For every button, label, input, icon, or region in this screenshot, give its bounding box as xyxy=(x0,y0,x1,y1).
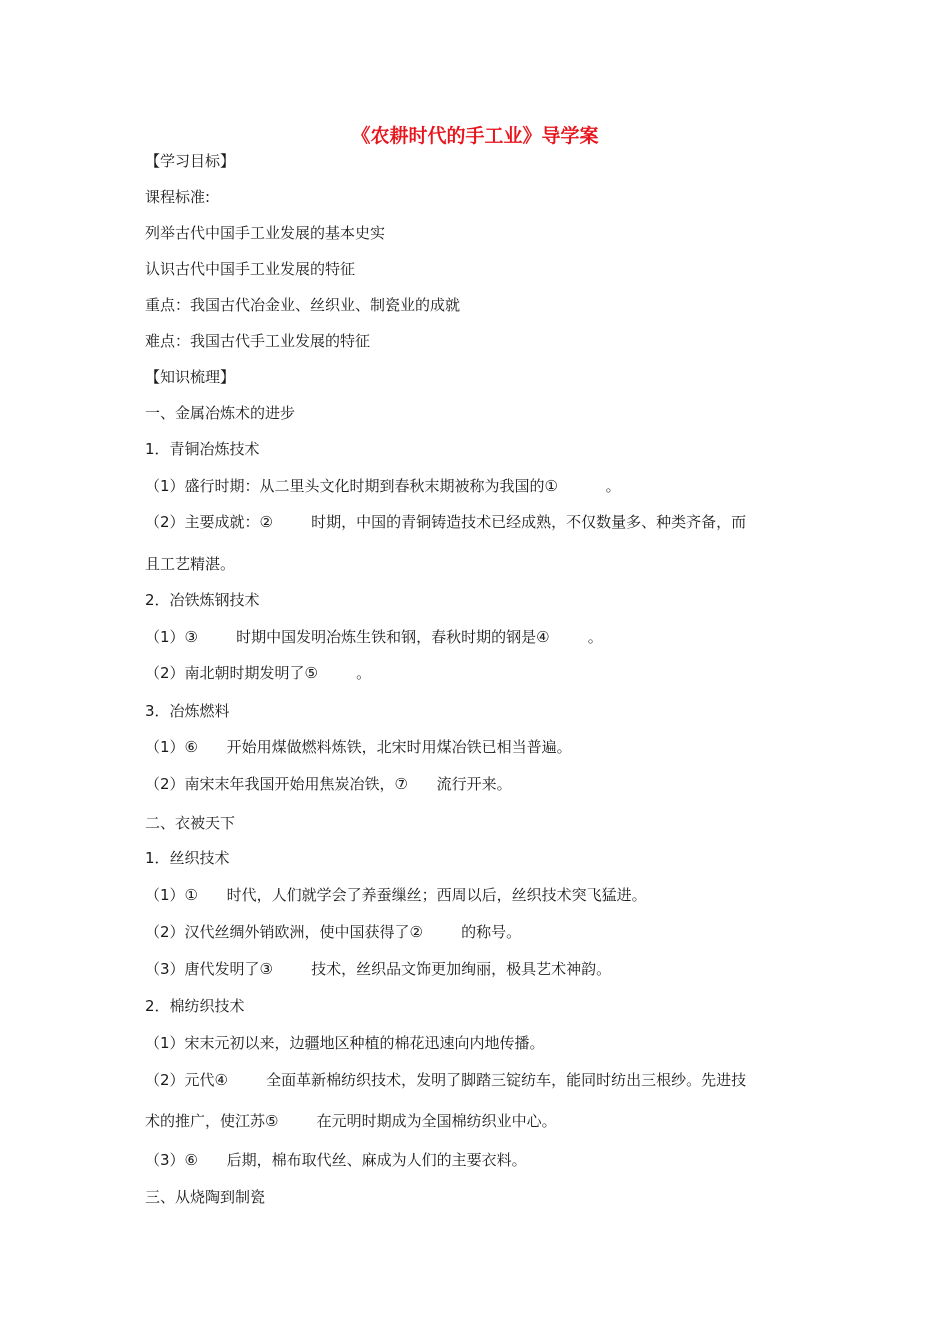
text-line: （2）南北朝时期发明了⑤ 。 xyxy=(145,664,372,682)
text-line: 重点：我国古代冶金业、丝织业、制瓷业的成就 xyxy=(145,296,461,314)
subsection-heading: 2．冶铁炼钢技术 xyxy=(145,591,260,609)
text-line: 认识古代中国手工业发展的特征 xyxy=(145,260,356,278)
section-heading: 二、衣被天下 xyxy=(145,814,236,832)
section-heading: 三、从烧陶到制瓷 xyxy=(145,1188,266,1206)
text-line: （1）盛行时期：从二里头文化时期到春秋末期被称为我国的① 。 xyxy=(145,477,621,495)
text-line: （3）唐代发明了③ 技术，丝织品文饰更加绚丽，极具艺术神韵。 xyxy=(145,960,612,978)
text-line: （1）① 时代，人们就学会了养蚕缫丝；西周以后，丝织技术突飞猛进。 xyxy=(145,886,647,904)
text-line: （2）汉代丝绸外销欧洲，使中国获得了② 的称号。 xyxy=(145,923,522,941)
section-heading: 一、金属冶炼术的进步 xyxy=(145,404,296,422)
text-line: （2）主要成就：② 时期，中国的青铜铸造技术已经成熟，不仅数量多、种类齐备，而 xyxy=(145,513,747,531)
text-line: （2）元代④ 全面革新棉纺织技术，发明了脚踏三锭纺车，能同时纺出三根纱。先进技 xyxy=(145,1071,747,1089)
subsection-heading: 2．棉纺织技术 xyxy=(145,997,245,1015)
subsection-heading: 1．青铜冶炼技术 xyxy=(145,440,260,458)
section-heading: 【知识梳理】 xyxy=(145,368,236,386)
text-line: 课程标准: xyxy=(145,188,211,206)
document-title: 《农耕时代的手工业》导学案 xyxy=(351,125,599,147)
text-line: （1）⑥ 开始用煤做燃料炼铁，北宋时用煤冶铁已相当普遍。 xyxy=(145,738,572,756)
subsection-heading: 1．丝织技术 xyxy=(145,849,230,867)
text-line: 列举古代中国手工业发展的基本史实 xyxy=(145,224,386,242)
text-line: （3）⑥ 后期，棉布取代丝、麻成为人们的主要衣料。 xyxy=(145,1151,527,1169)
text-line: （1）宋末元初以来，边疆地区种植的棉花迅速向内地传播。 xyxy=(145,1034,545,1052)
text-line: 难点：我国古代手工业发展的特征 xyxy=(145,332,371,350)
section-heading: 【学习目标】 xyxy=(145,152,236,170)
text-line: 且工艺精湛。 xyxy=(145,555,236,573)
text-line: 术的推广，使江苏⑤ 在元明时期成为全国棉纺织业中心。 xyxy=(145,1112,557,1130)
subsection-heading: 3．冶炼燃料 xyxy=(145,702,230,720)
text-line: （2）南宋末年我国开始用焦炭冶铁，⑦ 流行开来。 xyxy=(145,775,512,793)
text-line: （1）③ 时期中国发明冶炼生铁和钢，春秋时期的钢是④ 。 xyxy=(145,628,603,646)
